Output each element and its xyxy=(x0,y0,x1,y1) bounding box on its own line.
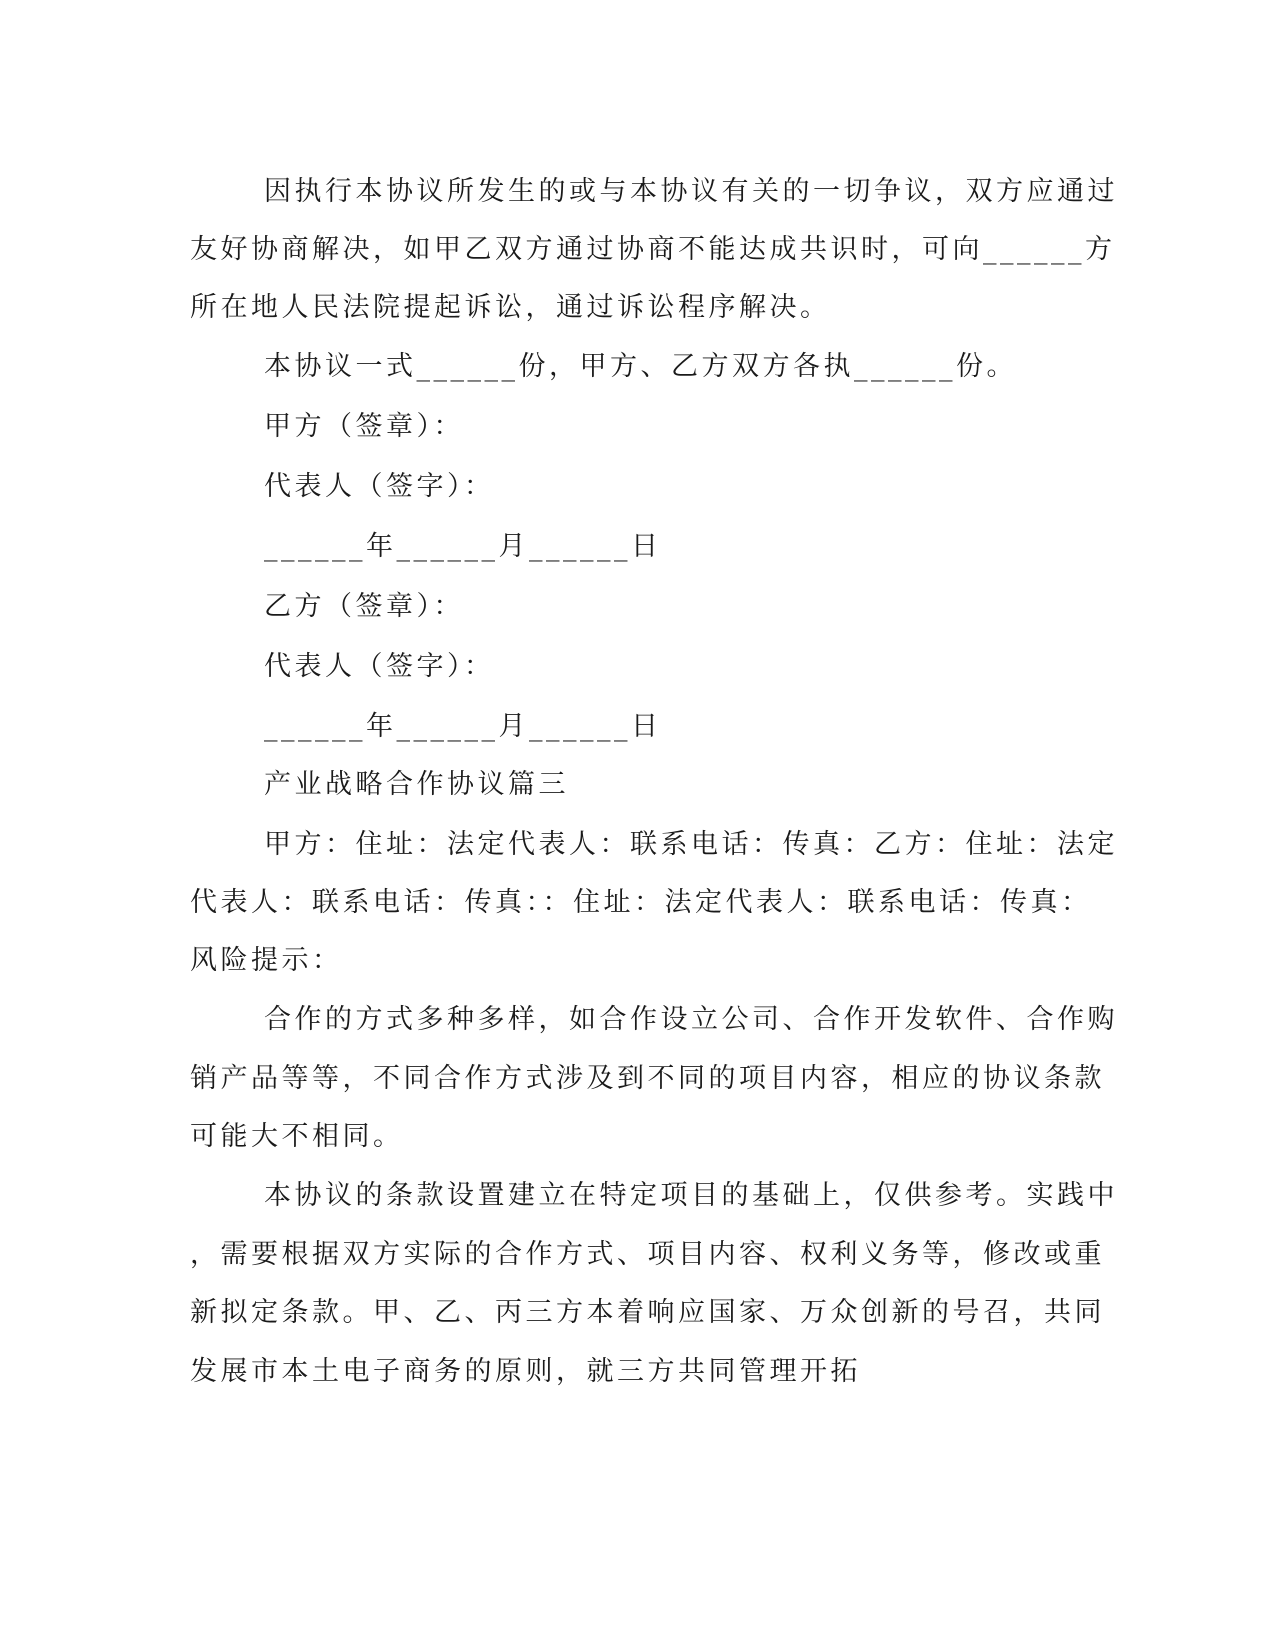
terms-paragraph-line-2: ，需要根据双方实际的合作方式、项目内容、权利义务等，修改或重 xyxy=(190,1239,1105,1270)
dispute-paragraph-line-2: 友好协商解决，如甲乙双方通过协商不能达成共识时，可向______方 xyxy=(190,234,1116,265)
terms-paragraph-line-1: 本协议的条款设置建立在特定项目的基础上，仅供参考。实践中 xyxy=(264,1180,1118,1211)
section-heading: 产业战略合作协议篇三 xyxy=(264,769,569,800)
parties-info-line-2: 代表人：联系电话：传真：：住址：法定代表人：联系电话：传真： xyxy=(190,887,1092,918)
cooperation-paragraph-line-3: 可能大不相同。 xyxy=(190,1121,404,1152)
terms-paragraph-line-3: 新拟定条款。甲、乙、丙三方本着响应国家、万众创新的号召，共同 xyxy=(190,1297,1105,1328)
parties-info-line-1: 甲方：住址：法定代表人：联系电话：传真：乙方：住址：法定 xyxy=(264,829,1118,860)
terms-paragraph-line-4: 发展市本土电子商务的原则，就三方共同管理开拓 xyxy=(190,1356,861,1387)
party-b-representative-label: 代表人（签字）： xyxy=(264,651,495,682)
party-b-seal-label: 乙方（签章）： xyxy=(264,591,464,622)
risk-notice-label: 风险提示： xyxy=(190,945,343,976)
party-b-date-line: ______年______月______日 xyxy=(264,711,662,742)
party-a-date-line: ______年______月______日 xyxy=(264,531,662,562)
party-a-representative-label: 代表人（签字）： xyxy=(264,471,495,502)
dispute-paragraph-line-1: 因执行本协议所发生的或与本协议有关的一切争议，双方应通过 xyxy=(264,176,1118,207)
copies-clause: 本协议一式______份，甲方、乙方双方各执______份。 xyxy=(264,351,1017,382)
party-a-seal-label: 甲方（签章）： xyxy=(264,411,464,442)
cooperation-paragraph-line-1: 合作的方式多种多样，如合作设立公司、合作开发软件、合作购 xyxy=(264,1004,1118,1035)
cooperation-paragraph-line-2: 销产品等等，不同合作方式涉及到不同的项目内容，相应的协议条款 xyxy=(190,1063,1105,1094)
dispute-paragraph-line-3: 所在地人民法院提起诉讼，通过诉讼程序解决。 xyxy=(190,292,831,323)
